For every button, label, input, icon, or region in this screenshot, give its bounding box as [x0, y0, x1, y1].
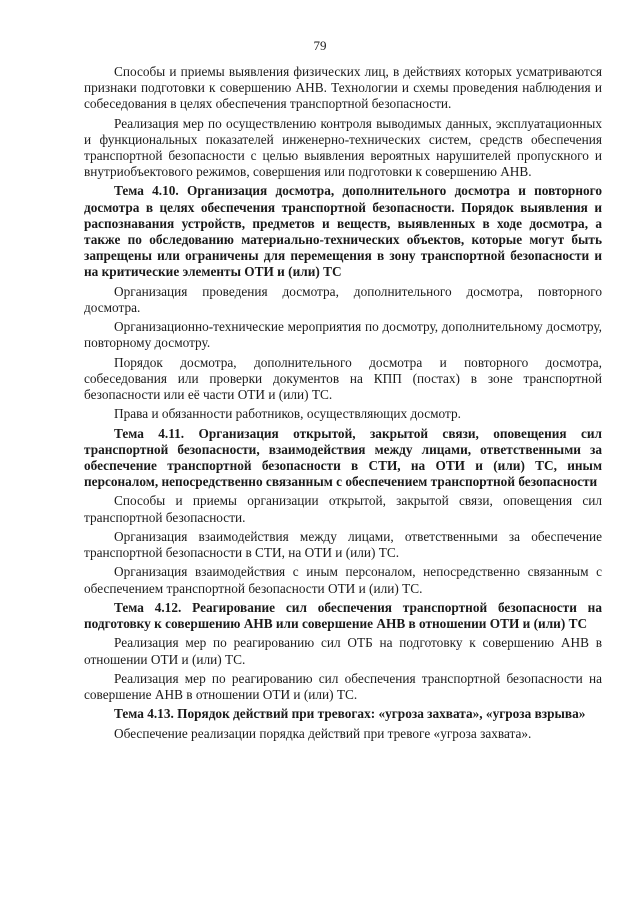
paragraph-alarm-procedure: Обеспечение реализации порядка действий при тревоге «угроза захвата». [114, 725, 532, 741]
paragraph-inspector-rights: Права и обязанности работников, осуществляющих досмотр. [114, 406, 461, 422]
topic-heading-4-13: Тема 4.13. Порядок действий при тревогах: «угроза захвата», «угроза взрыва» [114, 706, 586, 722]
paragraph-response-preparation: Реализация мер по реагированию сил ОТБ на подготовку к совершению АНВ в отношении ОТИ и (или) ТС. [84, 635, 602, 667]
paragraph-personnel-interaction: Организация взаимодействия с иным персоналом, непосредственно связанным с обеспечением транспортной безопасности ОТИ и (или) ТС. [84, 564, 602, 596]
topic-heading-4-12: Тема 4.12. Реагирование сил обеспечения транспортной безопасности на подготовку к совершению АНВ или совершение АНВ в отношении ОТИ и (или) ТС [84, 599, 602, 632]
paragraph-inspection-measures: Организационно-технические мероприятия по досмотру, дополнительному досмотру, повторному досмотру. [84, 319, 602, 351]
paragraph-methods-detection: Способы и приемы выявления физических лиц, в действиях которых усматриваются признаки подготовки к совершению АНВ. Технологии и схемы проведения наблюдения и собеседования в целях обеспечения транспортной безопасности. [84, 64, 602, 112]
paragraph-inspection-organization: Организация проведения досмотра, дополнительного досмотра, повторного досмотра. [84, 283, 602, 315]
topic-heading-4-11: Тема 4.11. Организация открытой, закрытой связи, оповещения сил транспортной безопасности, взаимодействия между лицами, ответственными за обеспечение транспортной безопасности в СТИ, на ОТИ и (или) ТС, иным персоналом, непосредственно связанным с обеспечением транспортной безопасности [84, 425, 602, 490]
paragraph-inspection-procedure: Порядок досмотра, дополнительного досмотра и повторного досмотра, собеседования или проверки документов на КПП (постах) в зоне транспортной безопасности или её части ОТИ и (или) ТС. [84, 354, 602, 402]
paragraph-response-commission: Реализация мер по реагированию сил обеспечения транспортной безопасности на совершение АНВ в отношении ОТИ и (или) ТС. [84, 670, 602, 703]
paragraph-communication-methods: Способы и приемы организации открытой, закрытой связи, оповещения сил транспортной безопасности. [84, 493, 602, 525]
paragraph-responsible-interaction: Организация взаимодействия между лицами, ответственными за обеспечение транспортной безопасности в СТИ, на ОТИ и (или) ТС. [84, 528, 602, 561]
page-body [84, 64, 602, 742]
paragraph-control-measures: Реализация мер по осуществлению контроля выводимых данных, эксплуатационных и функциональных показателей инженерно-технических систем, средств обеспечения транспортной безопасности с целью выявления вероятных нарушителей пропускного и внутриобъектового режимов, совершения или подготовки к совершению АНВ. [84, 115, 602, 180]
topic-heading-4-10: Тема 4.10. Организация досмотра, дополнительного досмотра и повторного досмотра в целях обеспечения транспортной безопасности. Порядок выявления и распознавания устройств, предметов и веществ, выявленных в ходе досмотра, а также по обследованию материально-технических объектов, которые могут быть запрещены или ограничены для перемещения в зону транспортной безопасности и на критические элементы ОТИ и (или) ТС [84, 183, 602, 280]
page-number: 79 [313, 38, 327, 53]
